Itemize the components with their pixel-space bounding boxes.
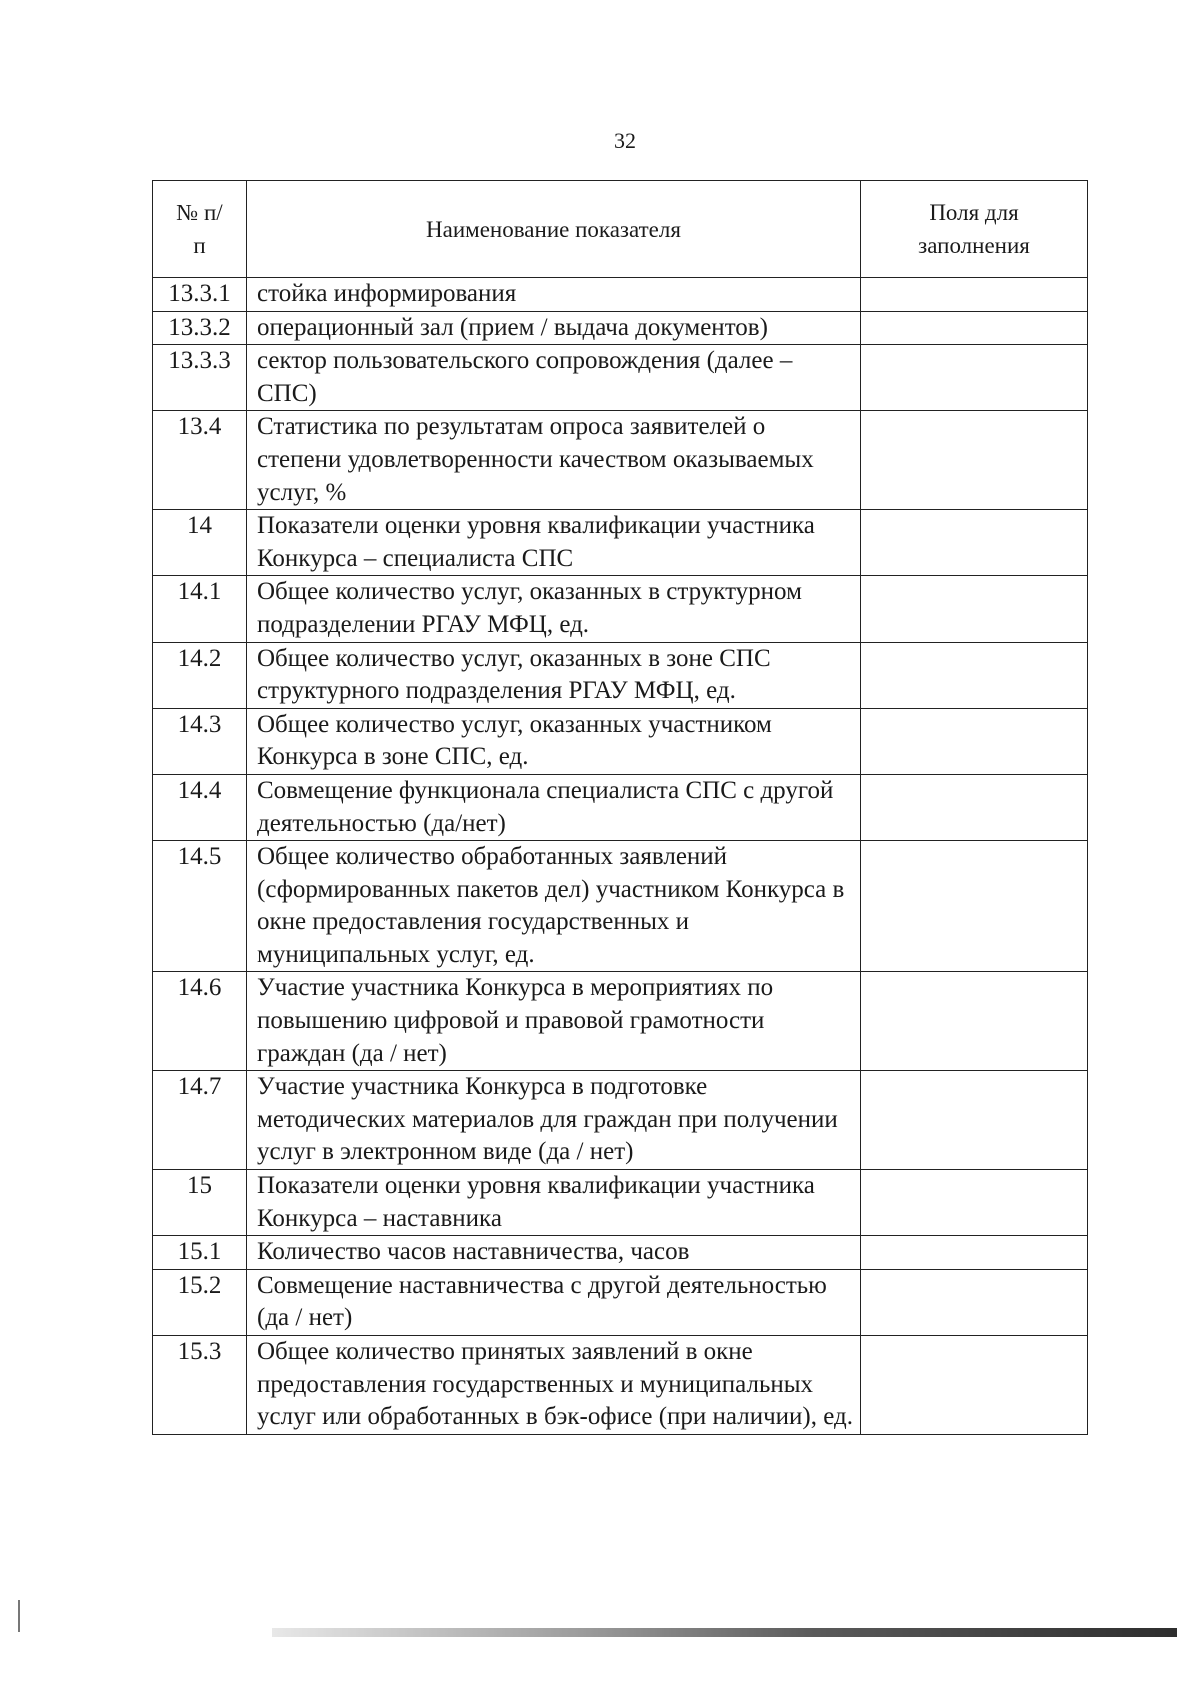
table-header-row	[153, 181, 1088, 278]
table-row	[153, 642, 1088, 708]
row-fill-cell[interactable]	[861, 774, 1088, 840]
table-row	[153, 841, 1088, 972]
table-row	[153, 1336, 1088, 1435]
header-num	[153, 181, 247, 278]
row-indicator-name: операционный зал (прием / выдача документов)	[247, 311, 861, 345]
row-number: 13.3.1	[153, 278, 247, 312]
page-number: 32	[614, 128, 636, 153]
table-row	[153, 411, 1088, 510]
table-row	[153, 1236, 1088, 1270]
row-number: 13.3.2	[153, 311, 247, 345]
row-indicator-name: Участие участника Конкурса в мероприятиях по повышению цифровой и правовой грамотности граждан (да / нет)	[247, 972, 861, 1071]
row-indicator-name: сектор пользовательского сопровождения (далее – СПС)	[247, 345, 861, 411]
row-indicator-name: Совмещение наставничества с другой деятельностью (да / нет)	[247, 1269, 861, 1335]
table-row	[153, 576, 1088, 642]
scan-edge-mark	[18, 1600, 20, 1632]
row-indicator-name: Общее количество обработанных заявлений (сформированных пакетов дел) участником Конкурса в окне предоставления государственных и муниципальных услуг, ед.	[247, 841, 861, 972]
row-fill-cell[interactable]	[861, 411, 1088, 510]
row-number: 14.1	[153, 576, 247, 642]
row-number: 13.3.3	[153, 345, 247, 411]
row-fill-cell[interactable]	[861, 972, 1088, 1071]
row-indicator-name: стойка информирования	[247, 278, 861, 312]
row-number: 14.4	[153, 774, 247, 840]
row-fill-cell[interactable]	[861, 278, 1088, 312]
row-indicator-name: Показатели оценки уровня квалификации участника Конкурса – специалиста СПС	[247, 510, 861, 576]
row-fill-cell[interactable]	[861, 1236, 1088, 1270]
table-row	[153, 972, 1088, 1071]
row-indicator-name: Показатели оценки уровня квалификации участника Конкурса – наставника	[247, 1170, 861, 1236]
table-row	[153, 1170, 1088, 1236]
row-number: 14.2	[153, 642, 247, 708]
table-row	[153, 345, 1088, 411]
row-number: 13.4	[153, 411, 247, 510]
header-name-label: Наименование показателя	[426, 216, 681, 242]
row-number: 14.3	[153, 708, 247, 774]
row-indicator-name: Общее количество услуг, оказанных в структурном подразделении РГАУ МФЦ, ед.	[247, 576, 861, 642]
row-fill-cell[interactable]	[861, 1269, 1088, 1335]
header-fill-label: Поля для заполнения	[918, 200, 1030, 258]
row-indicator-name: Общее количество услуг, оказанных участником Конкурса в зоне СПС, ед.	[247, 708, 861, 774]
row-number: 14.5	[153, 841, 247, 972]
row-indicator-name: Общее количество услуг, оказанных в зоне СПС структурного подразделения РГАУ МФЦ, ед.	[247, 642, 861, 708]
table-row	[153, 774, 1088, 840]
table-row	[153, 278, 1088, 312]
row-number: 14.6	[153, 972, 247, 1071]
row-number: 15.3	[153, 1336, 247, 1435]
row-fill-cell[interactable]	[861, 841, 1088, 972]
row-fill-cell[interactable]	[861, 1071, 1088, 1170]
table-row	[153, 1269, 1088, 1335]
indicators-table	[152, 180, 1088, 1435]
row-indicator-name: Количество часов наставничества, часов	[247, 1236, 861, 1270]
row-number: 15.2	[153, 1269, 247, 1335]
row-fill-cell[interactable]	[861, 708, 1088, 774]
header-num-label: № п/п	[176, 200, 223, 258]
row-indicator-name: Общее количество принятых заявлений в окне предоставления государственных и муниципальных услуг или обработанных в бэк-офисе (при наличии), ед.	[247, 1336, 861, 1435]
row-indicator-name: Участие участника Конкурса в подготовке методических материалов для граждан при получении услуг в электронном виде (да / нет)	[247, 1071, 861, 1170]
row-fill-cell[interactable]	[861, 311, 1088, 345]
row-fill-cell[interactable]	[861, 1336, 1088, 1435]
header-fill	[861, 181, 1088, 278]
table-row	[153, 311, 1088, 345]
table-row	[153, 510, 1088, 576]
row-number: 15.1	[153, 1236, 247, 1270]
row-fill-cell[interactable]	[861, 642, 1088, 708]
table-row	[153, 1071, 1088, 1170]
table-row	[153, 708, 1088, 774]
row-number: 14	[153, 510, 247, 576]
scan-bottom-bar	[272, 1628, 1177, 1637]
row-fill-cell[interactable]	[861, 510, 1088, 576]
row-fill-cell[interactable]	[861, 345, 1088, 411]
row-fill-cell[interactable]	[861, 1170, 1088, 1236]
row-indicator-name: Статистика по результатам опроса заявителей о степени удовлетворенности качеством оказываемых услуг, %	[247, 411, 861, 510]
row-number: 15	[153, 1170, 247, 1236]
row-number: 14.7	[153, 1071, 247, 1170]
header-name	[247, 181, 861, 278]
row-indicator-name: Совмещение функционала специалиста СПС с другой деятельностью (да/нет)	[247, 774, 861, 840]
row-fill-cell[interactable]	[861, 576, 1088, 642]
